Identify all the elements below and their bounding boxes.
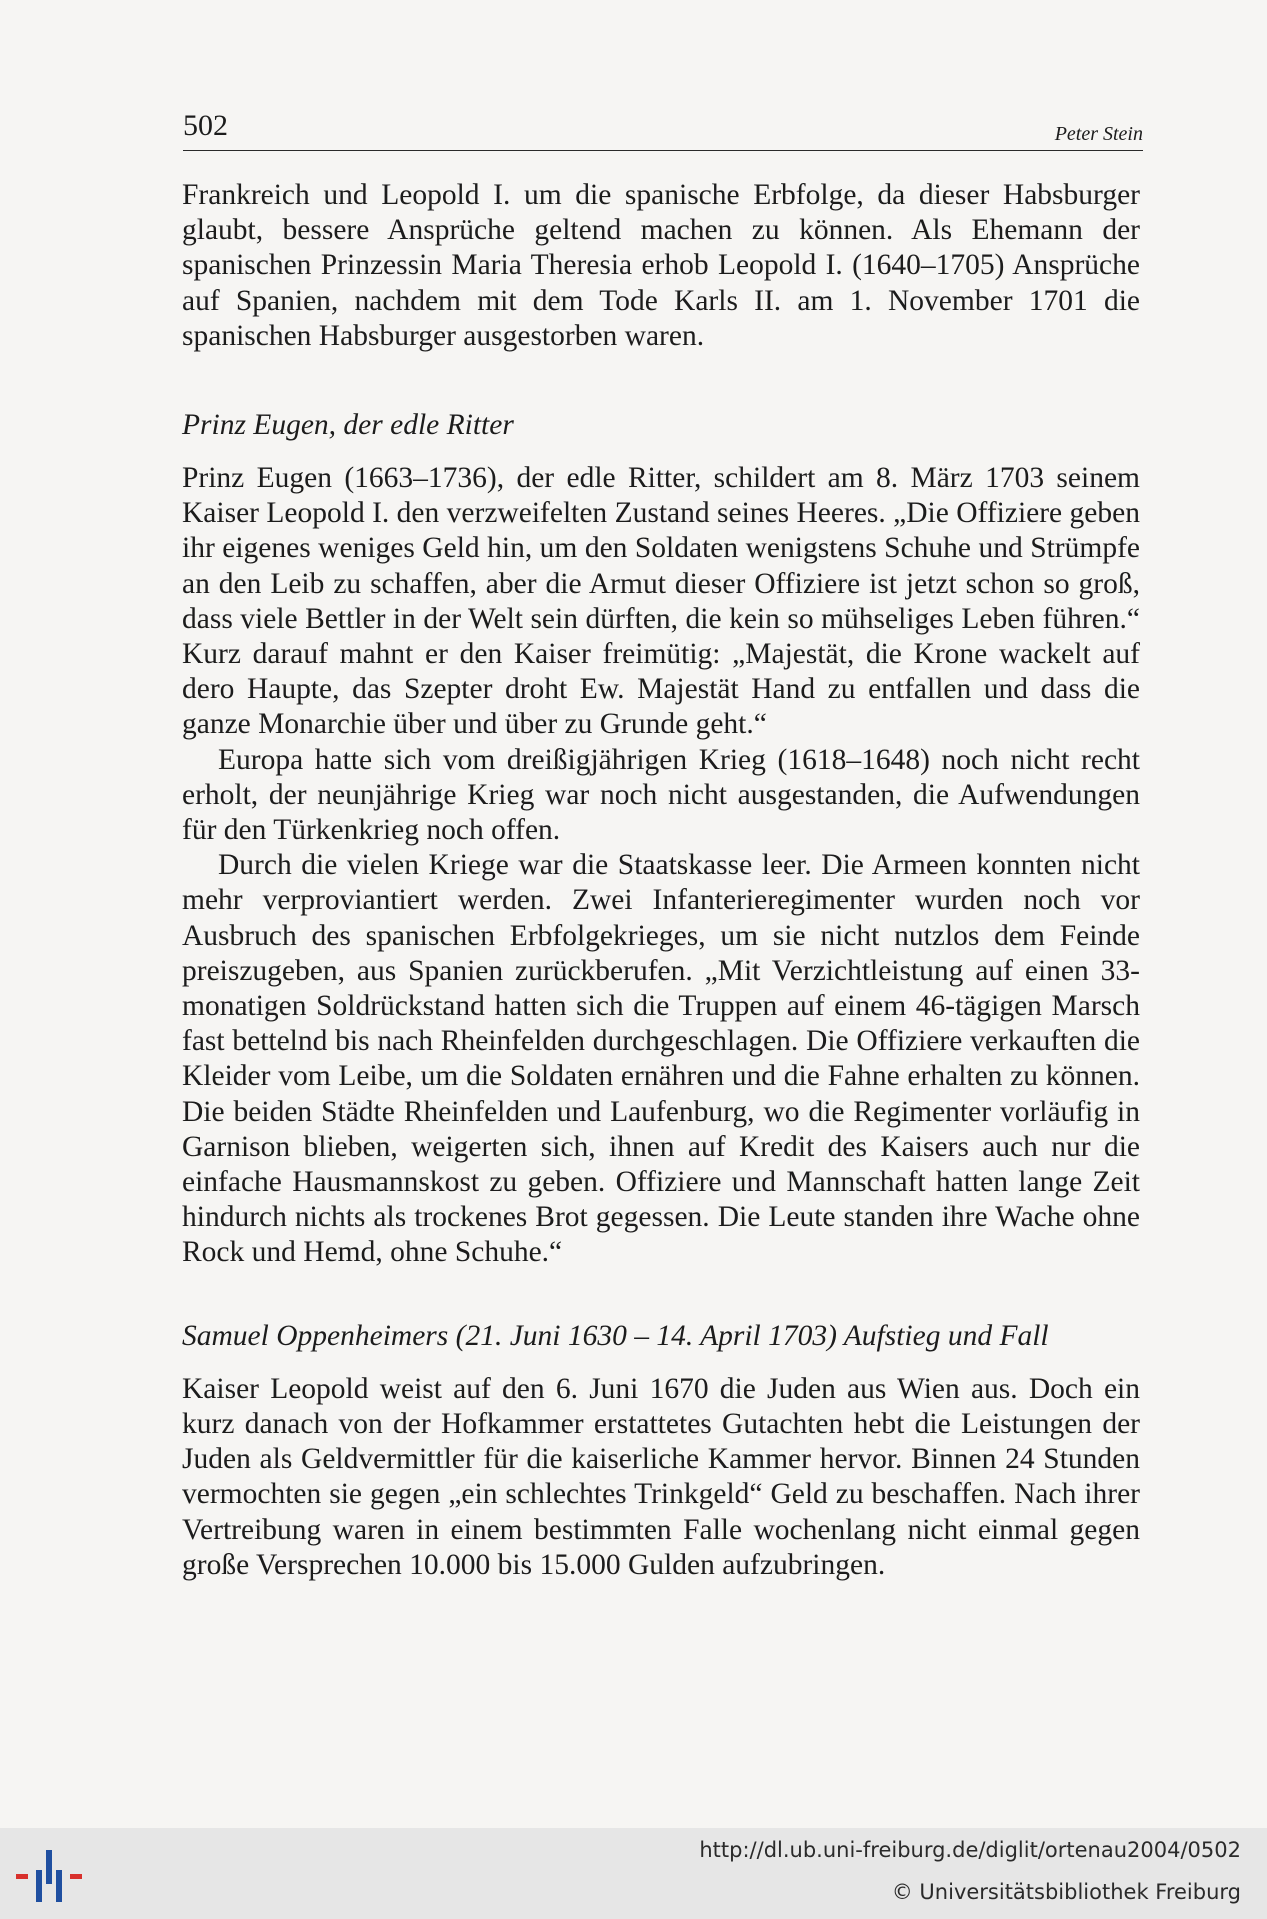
library-footer: [0, 1828, 1267, 1919]
page-number: 502: [183, 109, 228, 142]
intro-paragraph: Frankreich und Leopold I. um die spanische Erbfolge, da dieser Habsburger glaubt, bessere Ansprüche geltend machen zu können. Als Ehemann der spanischen Prinzessin Maria Theresia erhob Leopold I. (1640–1705) Ansprüche auf Spanien, nachdem mit dem Tode Karls II. am 1. November 1701 die spanischen Habsburger ausgestorben waren.: [182, 179, 1140, 352]
page-header: [183, 108, 1143, 151]
page-content: [182, 178, 1140, 1583]
section-heading-oppenheimer: Samuel Oppenheimers (21. Juni 1630 – 14. April 1703) Aufstieg und Fall: [182, 1319, 1049, 1352]
section-heading-prinz-eugen: Prinz Eugen, der edle Ritter: [182, 409, 514, 442]
copyright-notice: © Universitätsbibliothek Freiburg: [891, 1880, 1241, 1904]
section1-paragraph-2: Europa hatte sich vom dreißigjährigen Krieg (1618–1648) noch nicht recht erholt, der neunjährige Krieg war noch nicht ausgestanden, die Aufwendungen für den Türkenkrieg noch offen.: [182, 743, 1140, 847]
section1-paragraph-3: Durch die vielen Kriege war die Staatskasse leer. Die Armeen konnten nicht mehr verproviantiert werden. Zwei Infanterieregimenter wurden noch vor Ausbruch des spanischen Erbfolgekrieges, um sie nicht nutzlos dem Feinde preiszugeben, aus Spanien zurückberufen. „Mit Verzichtleistung auf einen 33-monatigen Soldrückstand hatten sich die Truppen auf einem 46-tägigen Marsch fast bettelnd bis nach Rheinfelden durchgeschlagen. Die Offiziere verkauften die Kleider vom Leibe, um die Soldaten ernähren und die Fahne erhalten zu können. Die beiden Städte Rheinfelden und Laufenburg, wo die Regimenter vorläufig in Garnison blieben, weigerten sich, ihnen auf Kredit des Kaisers auch nur die einfache Hausmannskost zu geben. Offiziere und Mannschaft hatten lange Zeit hindurch nichts als trockenes Brot gegessen. Die Leute standen ihre Wache ohne Rock und Hemd, ohne Schuhe.“: [182, 849, 1140, 1269]
running-head-author: Peter Stein: [1054, 123, 1143, 145]
section1-paragraph-1: Prinz Eugen (1663–1736), der edle Ritter, schildert am 8. März 1703 seinem Kaiser Leopold I. den verzweifelten Zustand seines Heeres. „Die Offiziere geben ihr eigenes weniges Geld hin, um den Soldaten wenigstens Schuhe und Strümpfe an den Leib zu schaffen, aber die Armut dieser Offiziere ist jetzt schon so groß, dass viele Bettler in der Welt sein dürften, die kein so mühseliges Leben führen.“ Kurz darauf mahnt er den Kaiser freimütig: „Majestät, die Krone wackelt auf dero Haupte, das Szepter droht Ew. Majestät Hand zu entfallen und dass die ganze Monarchie über und über zu Grunde geht.“: [182, 462, 1140, 741]
section2-paragraph-1: Kaiser Leopold weist auf den 6. Juni 1670 die Juden aus Wien aus. Doch ein kurz danach von der Hofkammer erstattetes Gutachten hebt die Leistungen der Juden als Geldvermittler für die kaiserliche Kammer hervor. Binnen 24 Stunden vermochten sie gegen „ein schlechtes Trinkgeld“ Geld zu beschaffen. Nach ihrer Vertreibung waren in einem bestimmten Falle wochenlang nicht einmal gegen große Versprechen 10.000 bis 15.000 Gulden aufzubringen.: [182, 1372, 1140, 1581]
permalink-url[interactable]: http://dl.ub.uni-freiburg.de/diglit/ortenau2004/0502: [699, 1838, 1241, 1862]
university-library-logo-icon: [14, 1850, 84, 1902]
